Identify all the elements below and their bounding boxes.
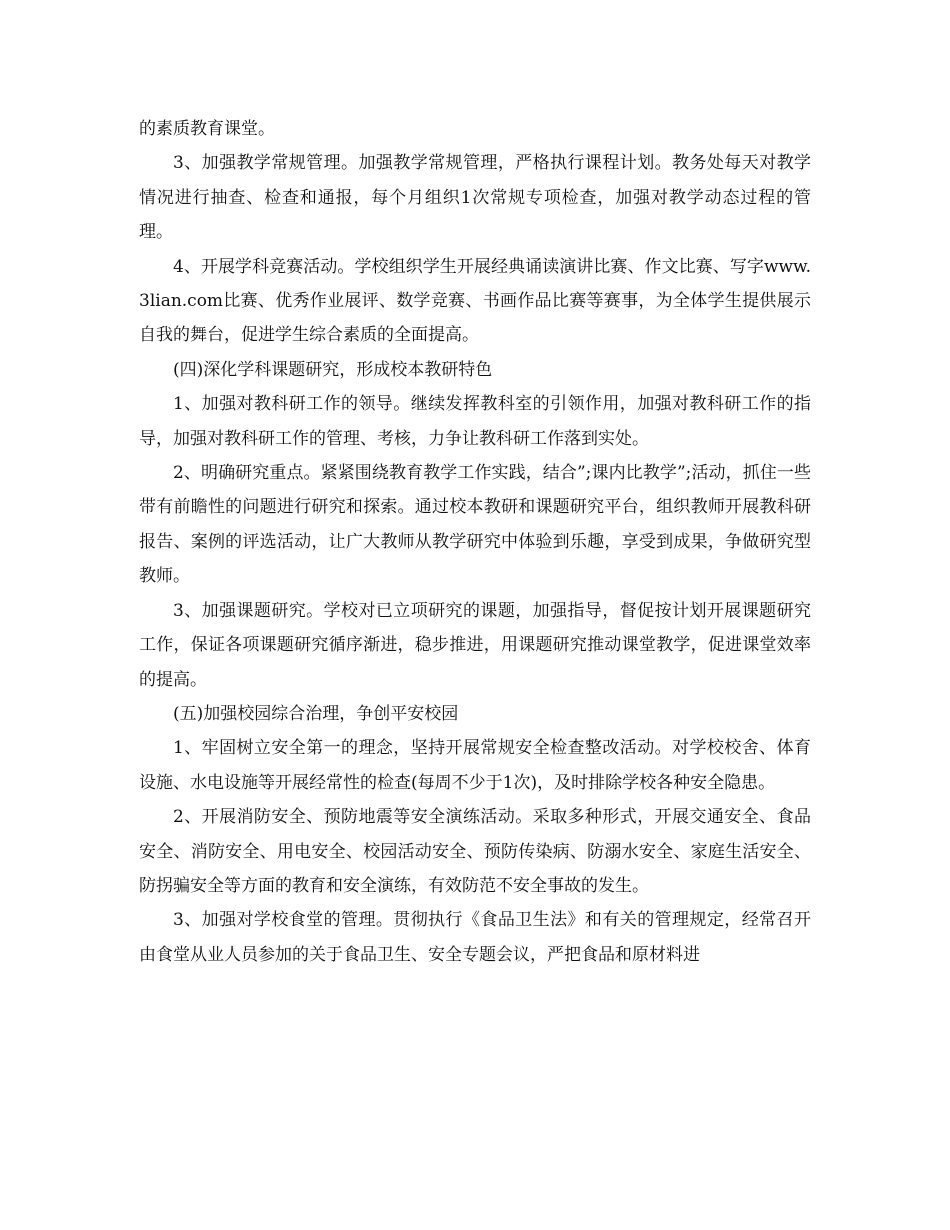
paragraph-continuation: 的素质教育课堂。 xyxy=(139,119,275,139)
section-heading-5: (五)加强校园综合治理，争创平安校园 xyxy=(173,703,459,724)
paragraph-research-leadership: 1、加强对教科研工作的领导。继续发挥教科室的引领作用，加强对教科研工作的指导，加强对教科研工作的管理、考核，力争让教科研工作落到实处。 xyxy=(139,394,811,449)
paragraph-subject-competition: 4、开展学科竞赛活动。学校组织学生开展经典诵读演讲比赛、作文比赛、写字www.3lian.com比赛、优秀作业展评、数学竞赛、书画作品比赛等赛事，为全体学生提供展示自我的舞台，促进学生综合素质的全面提高。 xyxy=(139,256,811,346)
paragraph-topic-research: 3、加强课题研究。学校对已立项研究的课题，加强指导，督促按计划开展课题研究工作，保证各项课题研究循序渐进，稳步推进，用课题研究推动课堂教学，促进课堂效率的提高。 xyxy=(139,600,811,690)
paragraph-safety-first: 1、牢固树立安全第一的理念，坚持开展常规安全检查整改活动。对学校校舍、体育设施、水电设施等开展经常性的检查(每周不少于1次)，及时排除学校各种安全隐患。 xyxy=(139,738,811,793)
paragraph-canteen-management: 3、加强对学校食堂的管理。贯彻执行《食品卫生法》和有关的管理规定，经常召开由食堂从业人员参加的关于食品卫生、安全专题会议，严把食品和原材料进 xyxy=(139,910,811,965)
paragraph-safety-drills: 2、开展消防安全、预防地震等安全演练活动。采取多种形式，开展交通安全、食品安全、消防安全、用电安全、校园活动安全、预防传染病、防溺水安全、家庭生活安全、防拐骗安全等方面的教育和安全演练，有效防范不安全事故的发生。 xyxy=(139,807,811,896)
paragraph-research-focus: 2、明确研究重点。紧紧围绕教育教学工作实践，结合”;课内比教学”;活动，抓住一些带有前瞻性的问题进行研究和探索。通过校本教研和课题研究平台，组织教师开展教科研报告、案例的评选活动，让广大教师从教学研究中体验到乐趣，享受到成果，争做研究型教师。 xyxy=(139,463,811,587)
document-body xyxy=(139,112,811,972)
section-heading-4: (四)深化学科课题研究，形成校本教研特色 xyxy=(173,359,493,380)
paragraph-teaching-routine: 3、加强教学常规管理。加强教学常规管理，严格执行课程计划。教务处每天对教学情况进行抽查、检查和通报，每个月组织1次常规专项检查，加强对教学动态过程的管理。 xyxy=(139,153,811,243)
